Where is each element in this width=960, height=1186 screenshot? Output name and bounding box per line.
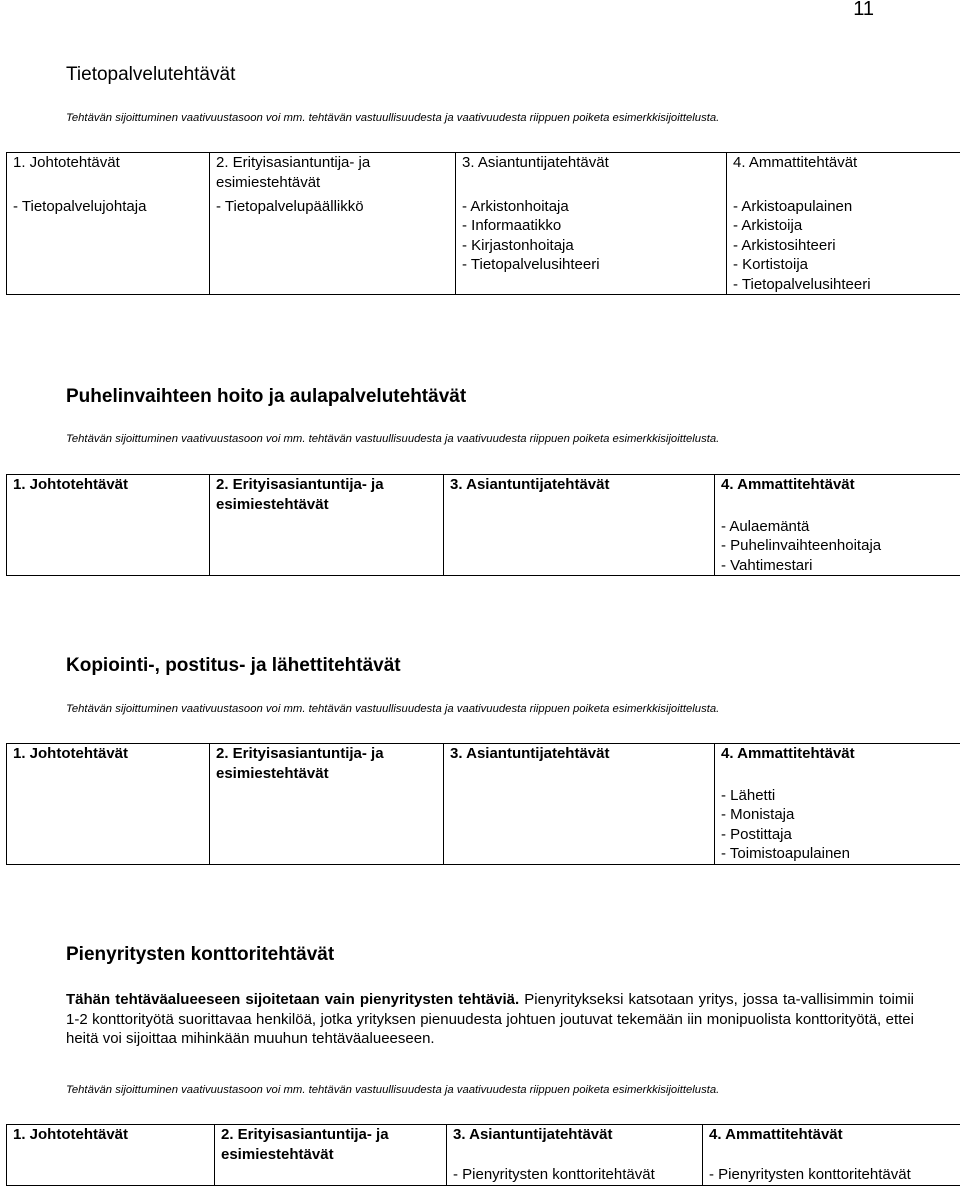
header-cell-4: 4. Ammattitehtävät [715, 475, 960, 517]
body-cell-2 [215, 1165, 447, 1186]
header-cell-2: 2. Erityisasiantuntija- ja esimiestehtävät [210, 744, 444, 786]
task-item: - Puhelinvaihteenhoitaja [721, 536, 960, 556]
body-cell-3 [447, 1165, 703, 1186]
task-table [6, 1124, 960, 1186]
task-item: - Lähetti [721, 786, 960, 806]
placement-note: Tehtävän sijoittuminen vaativuustasoon voi mm. tehtävän vastuullisuudesta ja vaativuudesta riippuen poiketa esimerkkisijoittelusta. [66, 433, 719, 445]
task-item: - Tietopalvelujohtaja [13, 197, 209, 217]
body-cell-4 [703, 1165, 960, 1186]
task-item: - Arkistoapulainen [733, 197, 960, 217]
task-table [6, 152, 960, 295]
task-item: - Informaatikko [462, 216, 726, 236]
task-item: - Arkistosihteeri [733, 236, 960, 256]
section-title: Tietopalvelutehtävät [66, 64, 235, 86]
body-cell-4 [715, 786, 960, 865]
task-item: - Arkistoija [733, 216, 960, 236]
header-cell-1: 1. Johtotehtävät [7, 744, 210, 786]
task-item: - Tietopalvelupäällikkö [216, 197, 455, 217]
task-item: - Tietopalvelusihteeri [733, 275, 960, 295]
body-cell-1 [7, 517, 210, 576]
body-cell-1 [7, 786, 210, 865]
task-item: - Tietopalvelusihteeri [462, 255, 726, 275]
task-item: - Arkistonhoitaja [462, 197, 726, 217]
task-item: - Pienyritysten konttoritehtävät [453, 1165, 702, 1185]
header-cell-3: 3. Asiantuntijatehtävät [444, 744, 715, 786]
header-cell-3: 3. Asiantuntijatehtävät [444, 475, 715, 517]
placement-note: Tehtävän sijoittuminen vaativuustasoon voi mm. tehtävän vastuullisuudesta ja vaativuudesta riippuen poiketa esimerkkisijoittelusta. [66, 703, 719, 715]
intro-bold: Tähän tehtäväalueeseen sijoitetaan vain pienyritysten tehtäviä. [66, 991, 519, 1008]
section-intro [66, 990, 914, 1049]
header-cell-1: 1. Johtotehtävät [7, 1125, 215, 1165]
task-table [6, 474, 960, 576]
body-cell-2 [210, 786, 444, 865]
placement-note: Tehtävän sijoittuminen vaativuustasoon voi mm. tehtävän vastuullisuudesta ja vaativuudesta riippuen poiketa esimerkkisijoittelusta. [66, 112, 719, 124]
task-item: - Aulaemäntä [721, 517, 960, 537]
body-cell-2 [210, 517, 444, 576]
body-cell-3 [444, 786, 715, 865]
header-cell-4: 4. Ammattitehtävät [727, 153, 960, 197]
header-cell-2: 2. Erityisasiantuntija- ja esimiestehtävät [210, 475, 444, 517]
section-title: Pienyritysten konttoritehtävät [66, 944, 334, 966]
body-cell-1 [7, 1165, 215, 1186]
body-cell-3 [444, 517, 715, 576]
placement-note: Tehtävän sijoittuminen vaativuustasoon voi mm. tehtävän vastuullisuudesta ja vaativuudesta riippuen poiketa esimerkkisijoittelusta. [66, 1084, 719, 1096]
task-item: - Monistaja [721, 805, 960, 825]
header-cell-1: 1. Johtotehtävät [7, 153, 210, 197]
task-table [6, 743, 960, 865]
header-cell-3: 3. Asiantuntijatehtävät [447, 1125, 703, 1165]
task-item: - Kirjastonhoitaja [462, 236, 726, 256]
header-cell-4: 4. Ammattitehtävät [703, 1125, 960, 1165]
task-item: - Pienyritysten konttoritehtävät [709, 1165, 960, 1185]
header-cell-3: 3. Asiantuntijatehtävät [456, 153, 727, 197]
body-cell-1 [7, 197, 210, 295]
header-cell-4: 4. Ammattitehtävät [715, 744, 960, 786]
body-cell-4 [727, 197, 960, 295]
task-item: - Toimistoapulainen [721, 844, 960, 864]
header-cell-2: 2. Erityisasiantuntija- ja esimiestehtävät [215, 1125, 447, 1165]
intro-text: Pienyritykseksi katsotaan yritys, jossa ta-vallisimmin toimii 1-2 konttorityötä suorittavaa henkilöä, jotka yrityksen pienuudesta johtuen joutuvat tekemään iin monipuolista konttorityötä, ettei heitä voi sijoittaa mihinkään muuhun tehtäväalueeseen. [66, 991, 914, 1047]
section-title: Puhelinvaihteen hoito ja aulapalvelutehtävät [66, 386, 466, 408]
task-item: - Postittaja [721, 825, 960, 845]
header-cell-2: 2. Erityisasiantuntija- ja esimiestehtävät [210, 153, 456, 197]
body-cell-3 [456, 197, 727, 295]
page-number: 11 [853, 0, 874, 21]
task-item: - Kortistoija [733, 255, 960, 275]
section-title: Kopiointi-, postitus- ja lähettitehtävät [66, 655, 401, 677]
task-item: - Vahtimestari [721, 556, 960, 576]
body-cell-2 [210, 197, 456, 295]
body-cell-4 [715, 517, 960, 576]
header-cell-1: 1. Johtotehtävät [7, 475, 210, 517]
